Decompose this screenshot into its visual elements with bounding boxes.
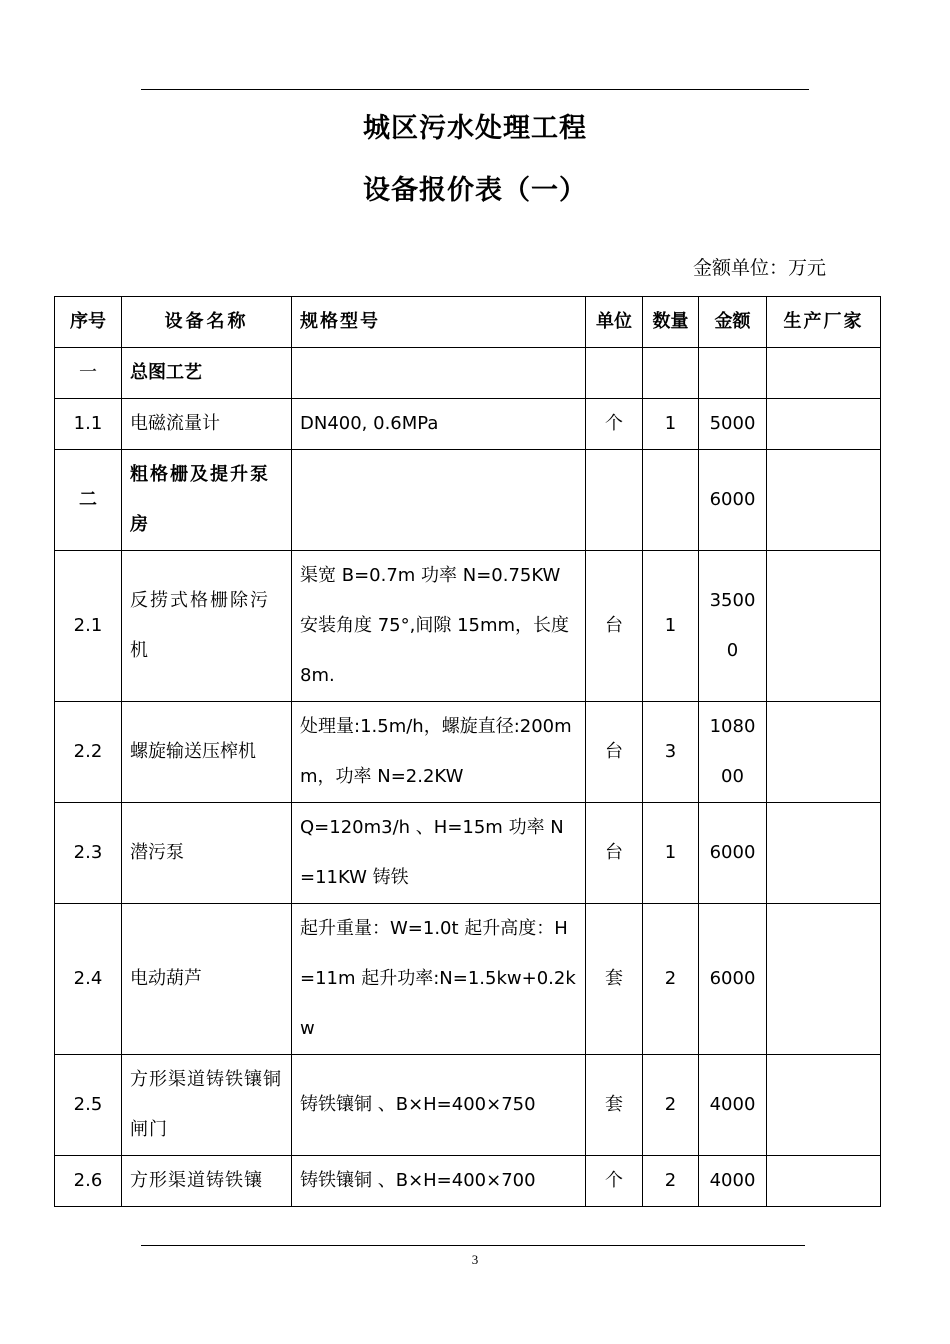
currency-unit-note: 金额单位：万元	[692, 257, 826, 279]
row-spec	[292, 348, 586, 399]
row-unit: 套	[586, 904, 643, 1055]
row-no: 二	[55, 450, 122, 551]
row-unit	[586, 348, 643, 399]
table-row	[55, 702, 881, 803]
row-amount: 4000	[699, 1156, 767, 1207]
row-amount: 5000	[699, 399, 767, 450]
row-name: 反捞式格栅除污机	[122, 551, 292, 702]
header-unit: 单位	[586, 297, 643, 348]
row-name: 总图工艺	[122, 348, 292, 399]
row-qty: 2	[643, 1055, 699, 1156]
row-spec: Q=120m3/h 、H=15m 功率 N=11KW 铸铁	[292, 803, 586, 904]
row-unit	[586, 450, 643, 551]
row-unit: 个	[586, 1156, 643, 1207]
row-no: 2.1	[55, 551, 122, 702]
table-row	[55, 904, 881, 1055]
page-number: 3	[471, 1252, 479, 1267]
table-row	[55, 551, 881, 702]
row-amount: 6000	[699, 803, 767, 904]
row-unit: 台	[586, 702, 643, 803]
header-name: 设备名称	[122, 297, 292, 348]
row-spec: 铸铁镶铜 、B×H=400×750	[292, 1055, 586, 1156]
row-spec	[292, 450, 586, 551]
table-row	[55, 803, 881, 904]
row-name: 潜污泵	[122, 803, 292, 904]
row-unit: 个	[586, 399, 643, 450]
row-unit: 台	[586, 803, 643, 904]
row-maker	[767, 1156, 881, 1207]
row-qty: 1	[643, 803, 699, 904]
row-qty	[643, 348, 699, 399]
row-spec: 渠宽 B=0.7m 功率 N=0.75KW 安装角度 75°,间隙 15mm，长度 8m.	[292, 551, 586, 702]
row-maker	[767, 348, 881, 399]
table-header-row	[55, 297, 881, 348]
table-row	[55, 399, 881, 450]
table-row	[55, 348, 881, 399]
header-qty: 数量	[643, 297, 699, 348]
row-no: 一	[55, 348, 122, 399]
row-spec: DN400, 0.6MPa	[292, 399, 586, 450]
table-row	[55, 1156, 881, 1207]
equipment-quote-table	[54, 296, 881, 1207]
row-amount	[699, 348, 767, 399]
row-name: 电动葫芦	[122, 904, 292, 1055]
row-qty: 3	[643, 702, 699, 803]
row-qty: 1	[643, 399, 699, 450]
row-name: 电磁流量计	[122, 399, 292, 450]
row-maker	[767, 803, 881, 904]
row-amount: 35000	[699, 551, 767, 702]
row-maker	[767, 551, 881, 702]
row-no: 2.6	[55, 1156, 122, 1207]
row-amount: 108000	[699, 702, 767, 803]
row-amount: 6000	[699, 450, 767, 551]
row-name: 方形渠道铸铁镶	[122, 1156, 292, 1207]
header-rule	[141, 89, 809, 90]
row-no: 2.5	[55, 1055, 122, 1156]
row-amount: 6000	[699, 904, 767, 1055]
row-name: 螺旋输送压榨机	[122, 702, 292, 803]
row-name: 粗格栅及提升泵房	[122, 450, 292, 551]
row-no: 2.2	[55, 702, 122, 803]
row-maker	[767, 702, 881, 803]
row-no: 2.4	[55, 904, 122, 1055]
header-no: 序号	[55, 297, 122, 348]
row-unit: 套	[586, 1055, 643, 1156]
header-amount: 金额	[699, 297, 767, 348]
row-qty: 2	[643, 904, 699, 1055]
table-row	[55, 450, 881, 551]
row-maker	[767, 450, 881, 551]
row-spec: 起升重量：W=1.0t 起升高度：H=11m 起升功率:N=1.5kw+0.2kw	[292, 904, 586, 1055]
header-spec: 规格型号	[292, 297, 586, 348]
document-title: 城区污水处理工程	[363, 113, 587, 144]
row-qty: 2	[643, 1156, 699, 1207]
row-qty: 1	[643, 551, 699, 702]
row-spec: 铸铁镶铜 、B×H=400×700	[292, 1156, 586, 1207]
row-maker	[767, 399, 881, 450]
row-no: 1.1	[55, 399, 122, 450]
row-amount: 4000	[699, 1055, 767, 1156]
table-row	[55, 1055, 881, 1156]
row-no: 2.3	[55, 803, 122, 904]
row-unit: 台	[586, 551, 643, 702]
header-maker: 生产厂家	[767, 297, 881, 348]
row-maker	[767, 904, 881, 1055]
footer-rule	[141, 1245, 805, 1246]
document-subtitle: 设备报价表（一）	[363, 175, 587, 206]
row-qty	[643, 450, 699, 551]
row-maker	[767, 1055, 881, 1156]
row-name: 方形渠道铸铁镶铜闸门	[122, 1055, 292, 1156]
row-spec: 处理量:1.5m/h，螺旋直径:200mm，功率 N=2.2KW	[292, 702, 586, 803]
